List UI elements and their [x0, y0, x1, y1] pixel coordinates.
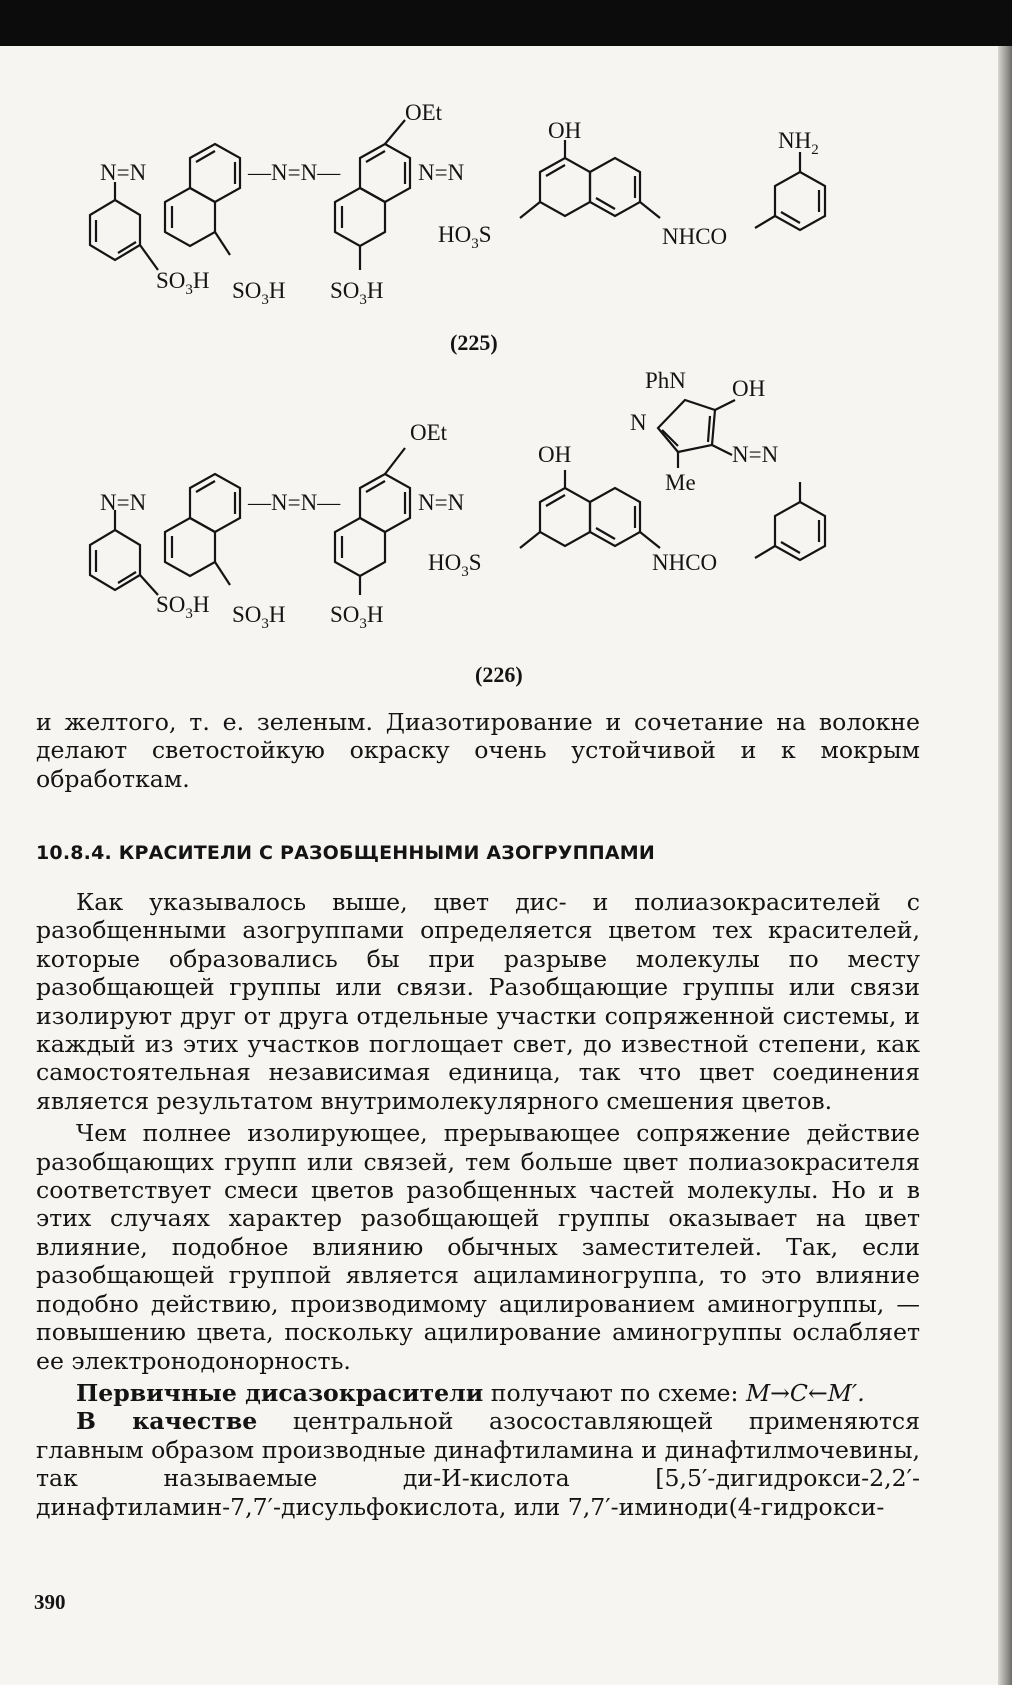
paragraph: Как указывалось выше, цвет дис- и полиазокрасителей с разобщенными азогруппами определяется цветом тех красителей, которые образовались бы при разрыве молекулы по месту разобщающей группы или связи. Разобщающие группы или связи изолируют друг от друга отдельные участки сопряженной системы, и каждый из этих участков поглощает свет, до известной степени, как самостоятельная независимая единица, так что цвет соединения является результатом внутримолекулярного смешения цветов. — [36, 888, 920, 1115]
structure-225-drawing — [60, 100, 960, 370]
amide-group: NHCO — [652, 550, 718, 575]
structure-226 — [60, 368, 960, 690]
sulfo-group: $HO_3S$ — [428, 550, 482, 580]
azo-group: —N=N— — [248, 160, 341, 185]
hydroxy-group: OH — [548, 118, 582, 143]
sulfo-group: $SO_3H$ — [156, 268, 210, 298]
azo-group: N=N — [732, 442, 779, 467]
scan-right-edge — [998, 46, 1012, 1685]
page-number: 390 — [34, 1590, 66, 1614]
ethoxy-group: OEt — [410, 420, 448, 445]
amino-group: $NH_2$ — [778, 128, 819, 158]
azo-group: N=N — [100, 490, 147, 515]
azo-group: N=N — [418, 160, 465, 185]
sulfo-group: $SO_3H$ — [156, 592, 210, 622]
hydroxy-group: OH — [538, 442, 572, 467]
structure-226-drawing — [60, 368, 960, 690]
paragraph: В качестве центральной азосоставляющей применяются главным образом производные динафтиламина и динафтилмочевины, так называемые ди-И-кислота [5,5′-дигидрокси-2,2′-динафтиламин-7,7′-дисульфокислота, или 7,7′-иминоди(4-гидрокси- — [36, 1407, 920, 1521]
azo-group: —N=N— — [248, 490, 341, 515]
azo-group: N=N — [418, 490, 465, 515]
body-text — [36, 888, 920, 1521]
sulfo-group: $SO_3H$ — [232, 602, 286, 632]
structure-label: (225) — [450, 330, 498, 355]
scan-top-border — [0, 0, 1012, 46]
pyrazole-nitrogen: N — [630, 410, 647, 435]
ethoxy-group: OEt — [405, 100, 443, 125]
structure-225 — [60, 100, 960, 370]
azo-group: N=N — [100, 160, 147, 185]
sulfo-group: $SO_3H$ — [232, 278, 286, 308]
sulfo-group: $SO_3H$ — [330, 278, 384, 308]
paragraph: и желтого, т. е. зеленым. Диазотирование и сочетание на волокне делают светостойкую окраску очень устойчивой и к мокрым обработкам. — [36, 708, 920, 793]
phenyl-nitrogen: PhN — [645, 368, 686, 393]
structure-label: (226) — [475, 662, 523, 687]
scheme-formula: M→C←M′. — [745, 1378, 865, 1407]
term: Первичные дисазокрасители — [76, 1378, 484, 1407]
sulfo-group: $SO_3H$ — [330, 602, 384, 632]
scheme-paragraph: Первичные дисазокрасители получают по схеме: M→C←M′. — [76, 1378, 865, 1407]
hydroxy-group: OH — [732, 376, 766, 401]
methyl-group: Me — [665, 470, 696, 495]
section-heading: 10.8.4. КРАСИТЕЛИ С РАЗОБЩЕННЫМИ АЗОГРУППАМИ — [36, 842, 655, 864]
paragraph: Чем полнее изолирующее, прерывающее сопряжение действие разобщающих групп или связей, тем больше цвет полиазокрасителя соответствует смеси цветов разобщенных частей молекулы. Но и в этих случаях характер разобщающей группы оказывает на цвет влияние, подобное влиянию обычных заместителей. Так, если разобщающей группой является ациламиногруппа, то это влияние подобно действию, производимому ацилированием аминогруппы, — повышению цвета, поскольку ацилирование аминогруппы ослабляет ее электронодонорность. — [36, 1119, 920, 1375]
intro-text — [36, 708, 920, 793]
sulfo-group: $HO_3S$ — [438, 222, 492, 252]
amide-group: NHCO — [662, 224, 728, 249]
